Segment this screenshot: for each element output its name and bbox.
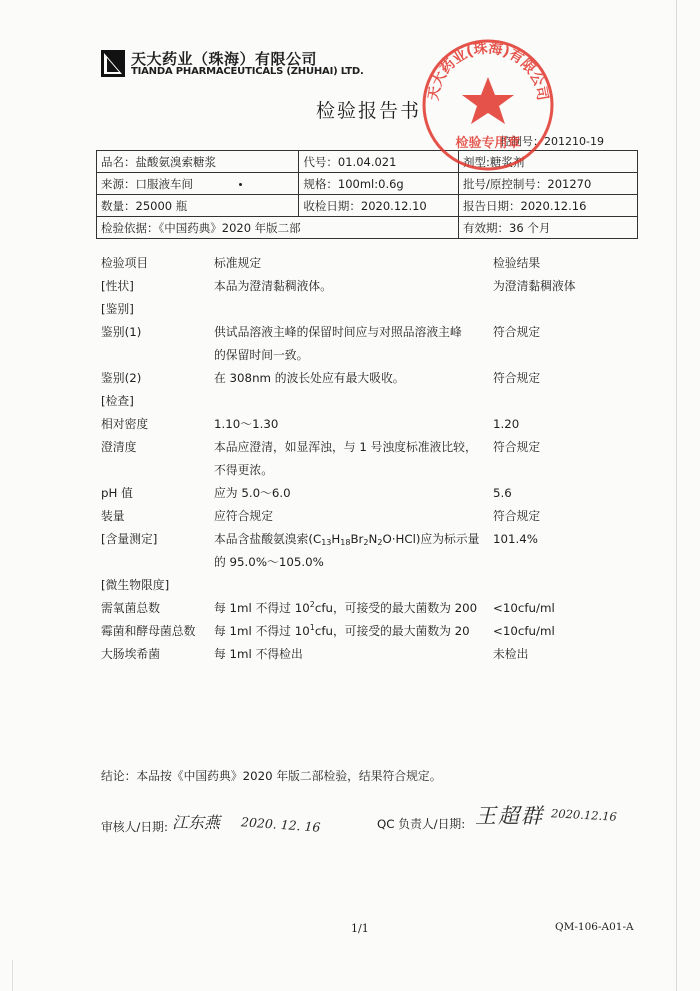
qc-signature: 王超群 — [475, 804, 544, 828]
column-result-header: 检验结果 — [493, 256, 541, 270]
formula-text: Br — [350, 532, 364, 546]
item-result: <10cfu/ml — [493, 601, 555, 615]
standard-exponent: 2 — [309, 600, 315, 609]
standard-text: 每 1ml 不得过 10 — [214, 601, 310, 615]
formula-subscript: 18 — [340, 538, 351, 547]
test-item-row — [101, 620, 641, 643]
info-row — [97, 217, 638, 239]
received-date-cell: 收检日期：2020.12.10 — [299, 195, 459, 217]
item-standard-line2: 的 95.0%～105.0% — [214, 555, 324, 569]
dosage-form-cell: 剂型:糖浆剂 — [459, 151, 638, 173]
test-item-row — [101, 482, 641, 505]
item-name: 霉菌和酵母菌总数 — [101, 624, 196, 638]
document-title: 检验报告书 — [316, 100, 422, 122]
item-standard: 在 308nm 的波长处应有最大吸收。 — [214, 371, 405, 385]
item-standard-line2: 的保留时间一致。 — [214, 348, 309, 362]
company-logo-icon — [101, 50, 125, 77]
item-result: 1.20 — [493, 417, 520, 431]
item-standard: 应为 5.0～6.0 — [214, 486, 291, 500]
formula-subscript: 2 — [377, 538, 383, 547]
batch-cell: 批号/原控制号：201270 — [459, 173, 638, 195]
test-item-row — [101, 505, 641, 528]
item-name: [性状] — [101, 279, 134, 293]
product-name-cell: 品名：盐酸氨溴索糖浆 — [97, 151, 299, 173]
test-item-row — [101, 528, 641, 574]
product-code-cell: 代号：01.04.021 — [299, 151, 459, 173]
test-item-row — [101, 321, 641, 367]
source-cell — [97, 173, 299, 195]
item-standard — [214, 623, 486, 639]
source-text: 来源：口服液车间 — [101, 176, 193, 191]
formula-subscript: 13 — [321, 538, 332, 547]
item-standard-line1 — [214, 532, 479, 546]
section-heading-row — [101, 390, 641, 413]
item-result: 符合规定 — [493, 325, 541, 339]
item-result: 101.4% — [493, 532, 538, 546]
formula-text: N — [368, 532, 378, 546]
standard-exponent: 1 — [309, 623, 315, 632]
formula-subscript: 2 — [363, 538, 369, 547]
info-row — [97, 173, 638, 195]
form-code: QM-106-A01-A — [555, 921, 634, 933]
pen-mark-icon — [239, 183, 242, 186]
item-standard-line2: 不得更浓。 — [214, 463, 273, 477]
test-item-row — [101, 275, 641, 298]
item-standard — [214, 324, 486, 363]
formula-text: O·HCl)应为标示量 — [382, 532, 480, 546]
company-name-cn: 天大药业（珠海）有限公司 — [131, 50, 318, 68]
item-name: pH 值 — [101, 486, 133, 500]
item-result: 符合规定 — [493, 371, 541, 385]
item-name: 相对密度 — [101, 417, 149, 431]
standard-text: 每 1ml 不得过 10 — [214, 624, 310, 638]
item-standard — [214, 439, 486, 478]
basis-cell: 检验依据：《中国药典》2020 年版二部 — [97, 217, 459, 239]
item-name: 装量 — [101, 509, 125, 523]
control-number: 控制号：201210-19 — [500, 135, 604, 148]
conclusion-text: 结论：本品按《中国药典》2020 年版二部检验，结果符合规定。 — [101, 769, 442, 783]
standard-text: cfu，可接受的最大菌数为 200 — [314, 601, 478, 615]
section-heading: [微生物限度] — [101, 578, 170, 592]
spec-cell: 规格：100ml:0.6g — [299, 173, 459, 195]
item-name: 鉴别(1) — [101, 325, 142, 339]
test-items-list — [101, 252, 641, 666]
item-name: 鉴别(2) — [101, 371, 142, 385]
item-standard: 每 1ml 不得检出 — [214, 647, 303, 661]
scan-edge-line — [676, 0, 677, 991]
svg-text:天大药业(珠海)有限公司 — [426, 40, 551, 102]
validity-cell: 有效期：36 个月 — [459, 217, 638, 239]
standard-text: cfu，可接受的最大菌数为 20 — [314, 624, 470, 638]
report-date-cell: 报告日期：2020.12.16 — [459, 195, 638, 217]
item-standard: 1.10～1.30 — [214, 417, 279, 431]
reviewer-signature: 江东燕 — [172, 813, 221, 832]
item-result: 5.6 — [493, 486, 512, 500]
item-standard — [214, 531, 486, 570]
page-number: 1/1 — [351, 922, 369, 935]
item-name: 澄清度 — [101, 440, 137, 454]
item-standard — [214, 600, 486, 616]
item-name: 需氧菌总数 — [101, 601, 160, 615]
test-item-row — [101, 413, 641, 436]
product-info-table — [96, 150, 638, 239]
stamp-arc-text: 天大药业(珠海)有限公司 — [425, 40, 551, 102]
test-item-row — [101, 597, 641, 620]
item-result: <10cfu/ml — [493, 624, 555, 638]
test-item-row — [101, 436, 641, 482]
section-heading: [鉴别] — [101, 302, 134, 316]
stamp-subtext: 检验专用章 — [455, 136, 521, 151]
formula-text: 本品含盐酸氨溴索(C — [214, 532, 322, 546]
item-result: 未检出 — [493, 647, 529, 661]
section-heading-row — [101, 298, 641, 321]
column-standard-header: 标准规定 — [214, 256, 262, 270]
section-heading-row — [101, 574, 641, 597]
item-name: [含量测定] — [101, 532, 158, 546]
item-result: 符合规定 — [493, 509, 541, 523]
test-item-row — [101, 643, 641, 666]
item-result: 符合规定 — [493, 440, 541, 454]
qc-label: QC 负责人/日期: — [377, 817, 466, 831]
test-item-row — [101, 367, 641, 390]
quantity-cell: 数量：25000 瓶 — [97, 195, 299, 217]
scan-edge-line — [12, 960, 13, 991]
item-standard-line1: 本品应澄清，如显浑浊，与 1 号浊度标准液比较， — [214, 440, 477, 454]
reviewer-label: 审核人/日期: — [101, 820, 168, 834]
item-result: 为澄清黏稠液体 — [493, 279, 576, 293]
company-name-en: TIANDA PHARMACEUTICALS (ZHUHAI) LTD. — [131, 66, 364, 77]
item-standard: 本品为澄清黏稠液体。 — [214, 279, 332, 293]
item-name: 大肠埃希菌 — [101, 647, 160, 661]
reviewer-date: 2020. 12. 16 — [240, 814, 321, 835]
item-standard: 应符合规定 — [214, 509, 273, 523]
info-row — [97, 151, 638, 173]
info-row — [97, 195, 638, 217]
column-header-row — [101, 252, 641, 275]
formula-text: H — [331, 532, 341, 546]
qc-date: 2020.12.16 — [550, 806, 618, 824]
section-heading: [检查] — [101, 394, 134, 408]
item-standard-line1: 供试品溶液主峰的保留时间应与对照品溶液主峰 — [214, 325, 462, 339]
column-item-header: 检验项目 — [101, 256, 149, 270]
